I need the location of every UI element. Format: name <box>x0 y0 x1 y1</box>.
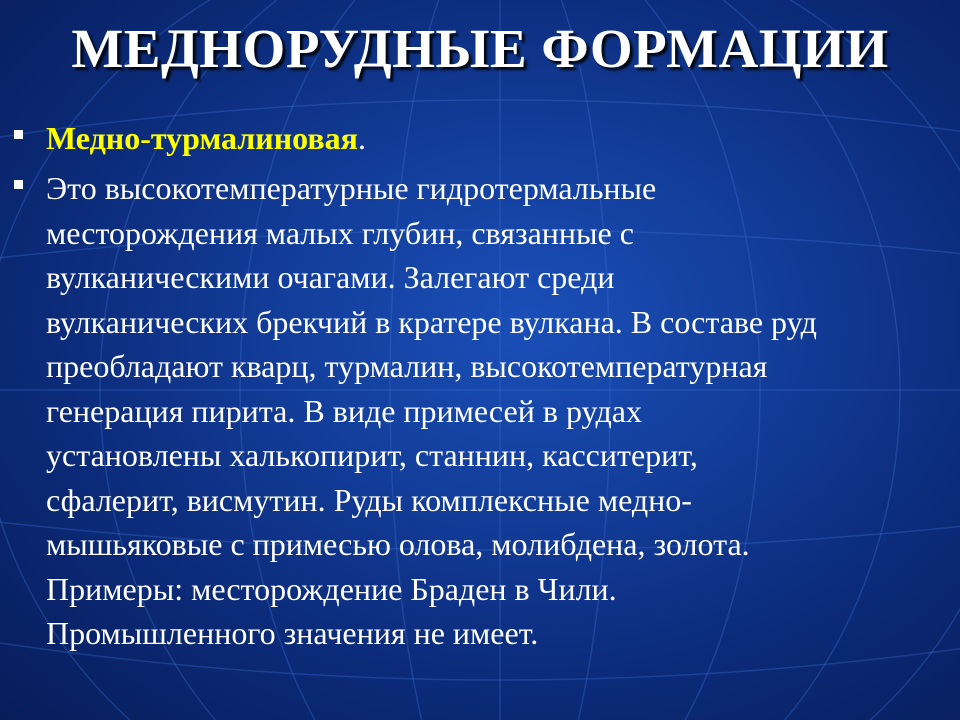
description-line: мышьяковые с примесью олова, молибдена, золота. <box>46 526 750 562</box>
description-line: преобладают кварц, турмалин, высокотемпературная <box>46 348 768 384</box>
square-bullet-icon <box>14 130 23 139</box>
description-line: сфалерит, висмутин. Руды комплексные медно- <box>46 481 692 518</box>
formation-name: Медно-турмалиновая <box>46 120 358 156</box>
description-line: генерация пирита. В виде примесей в рудах <box>46 392 642 429</box>
description-line: месторождения малых глубин, связанные с <box>46 214 634 251</box>
description-line: вулканическими очагами. Залегают среди <box>46 259 615 295</box>
slide-title: МЕДНОРУДНЫЕ ФОРМАЦИИ <box>71 18 889 79</box>
bullet-description-item <box>14 166 949 656</box>
description-line: Это высокотемпературные гидротермальные <box>46 170 657 206</box>
bullet-heading-item <box>14 116 949 160</box>
slide-content <box>14 116 949 656</box>
description-line: вулканических брекчий в кратере вулкана. В составе руд <box>46 303 817 340</box>
square-bullet-icon <box>14 180 23 189</box>
description-text <box>46 166 949 656</box>
heading-suffix: . <box>357 120 366 156</box>
description-line: Промышленного значения не имеет. <box>46 615 539 651</box>
description-line: Примеры: месторождение Браден в Чили. <box>46 570 617 607</box>
description-line: установлены халькопирит, станнин, касситерит, <box>46 437 698 473</box>
